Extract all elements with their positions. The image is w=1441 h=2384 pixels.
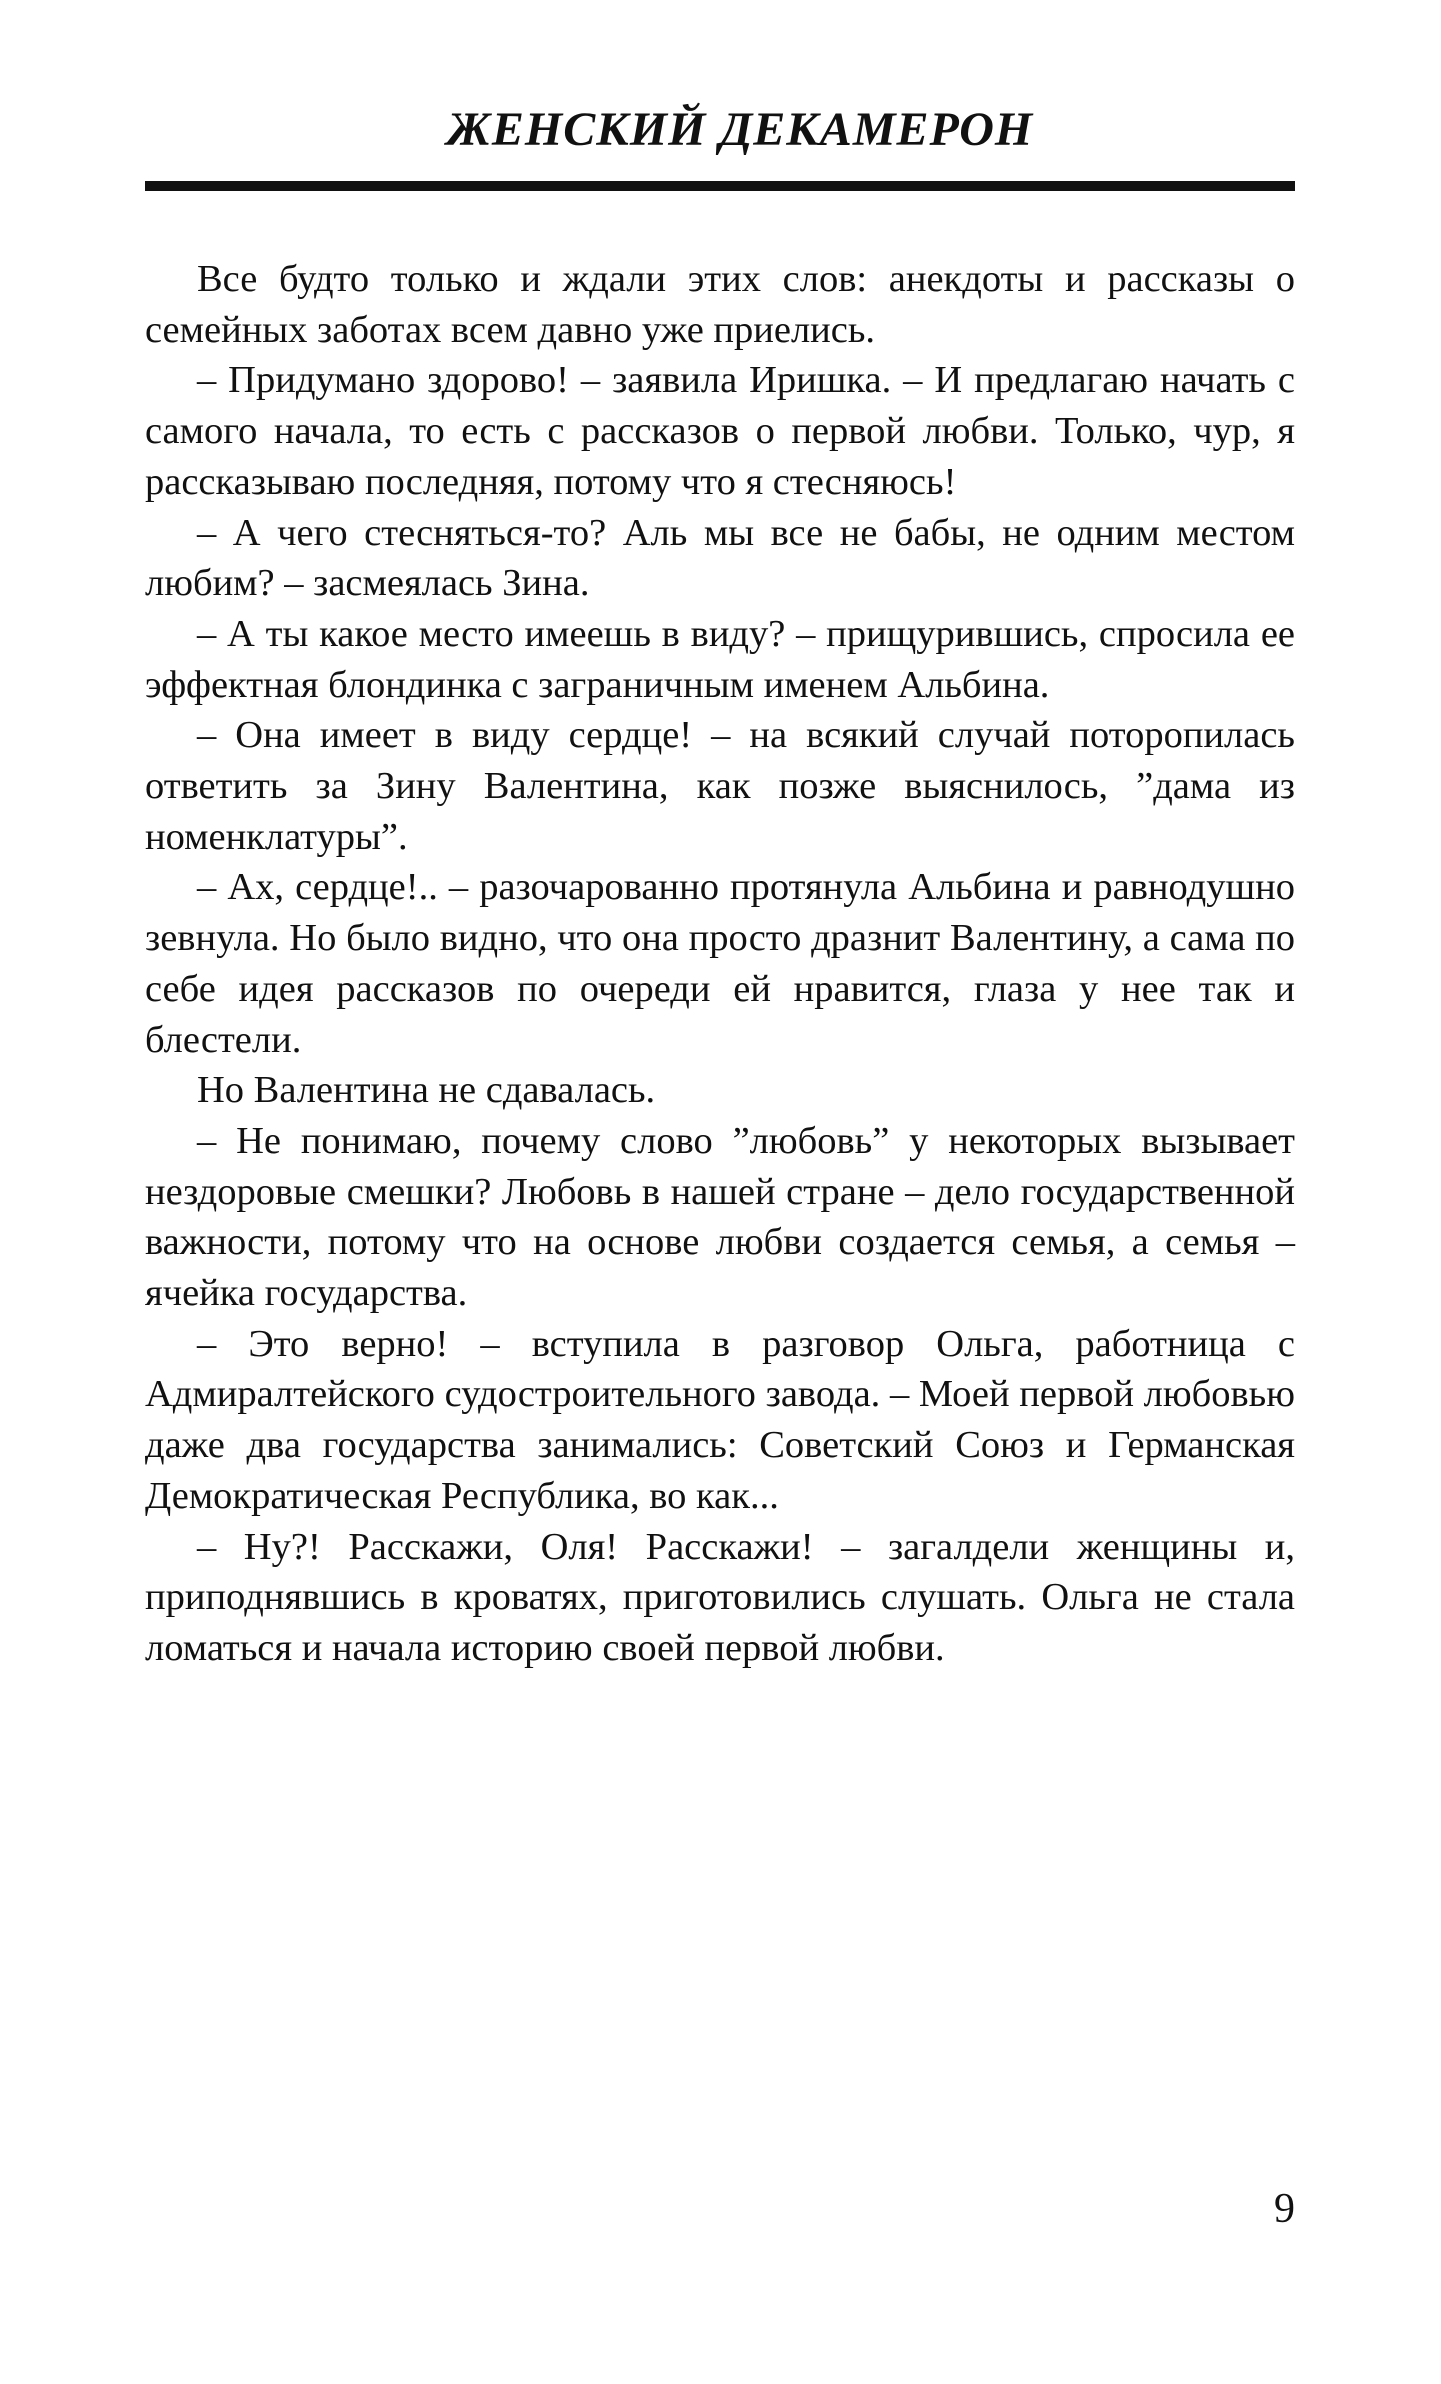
text-body bbox=[145, 254, 1295, 1674]
header-rule bbox=[145, 181, 1295, 191]
paragraph: Но Валентина не сдавалась. bbox=[197, 1069, 656, 1112]
paragraph: Все будто только и ждали этих слов: анекдоты и рассказы о семейных заботах всем давно уже приелись. bbox=[145, 258, 1295, 351]
paragraph: – А ты какое место имеешь в виду? – прищурившись, спросила ее эффектная блондинка с заграничным именем Альбина. bbox=[145, 612, 1295, 706]
paragraph: – Это верно! – вступила в разговор Ольга, работница с Адмиралтейского судостроительного завода. – Моей первой любовью даже два государства занимались: Советский Союз и Германская Демократическая Республика, во как... bbox=[145, 1322, 1295, 1517]
paragraph: – А чего стесняться-то? Аль мы все не бабы, не одним местом любим? – засмеялась Зина. bbox=[145, 511, 1295, 605]
paragraph: – Придумано здорово! – заявила Иришка. – И предлагаю начать с самого начала, то есть с рассказов о первой любви. Только, чур, я рассказываю последняя, потому что я стесняюсь! bbox=[145, 359, 1295, 503]
running-header-title: ЖЕНСКИЙ ДЕКАМЕРОН bbox=[446, 103, 1034, 156]
paragraph: – Ну?! Расскажи, Оля! Расскажи! – загалдели женщины и, приподнявшись в кроватях, приготовились слушать. Ольга не стала ломаться и начала историю своей первой любви. bbox=[145, 1525, 1295, 1669]
paragraph: – Не понимаю, почему слово ”любовь” у некоторых вызывает нездоровые смешки? Любовь в нашей стране – дело государственной важности, потому что на основе любви создается семья, а семья – ячейка государства. bbox=[145, 1119, 1295, 1315]
page-number: 9 bbox=[1274, 2186, 1295, 2232]
paragraph: – Она имеет в виду сердце! – на всякий случай поторопилась ответить за Зину Валентина, как позже выяснилось, ”дама из номенклатуры”. bbox=[145, 714, 1295, 858]
paragraph: – Ах, сердце!.. – разочарованно протянула Альбина и равнодушно зевнула. Но было видно, что она просто дразнит Валентину, а сама по себе идея рассказов по очереди ей нравится, глаза у нее так и блестели. bbox=[145, 866, 1295, 1061]
